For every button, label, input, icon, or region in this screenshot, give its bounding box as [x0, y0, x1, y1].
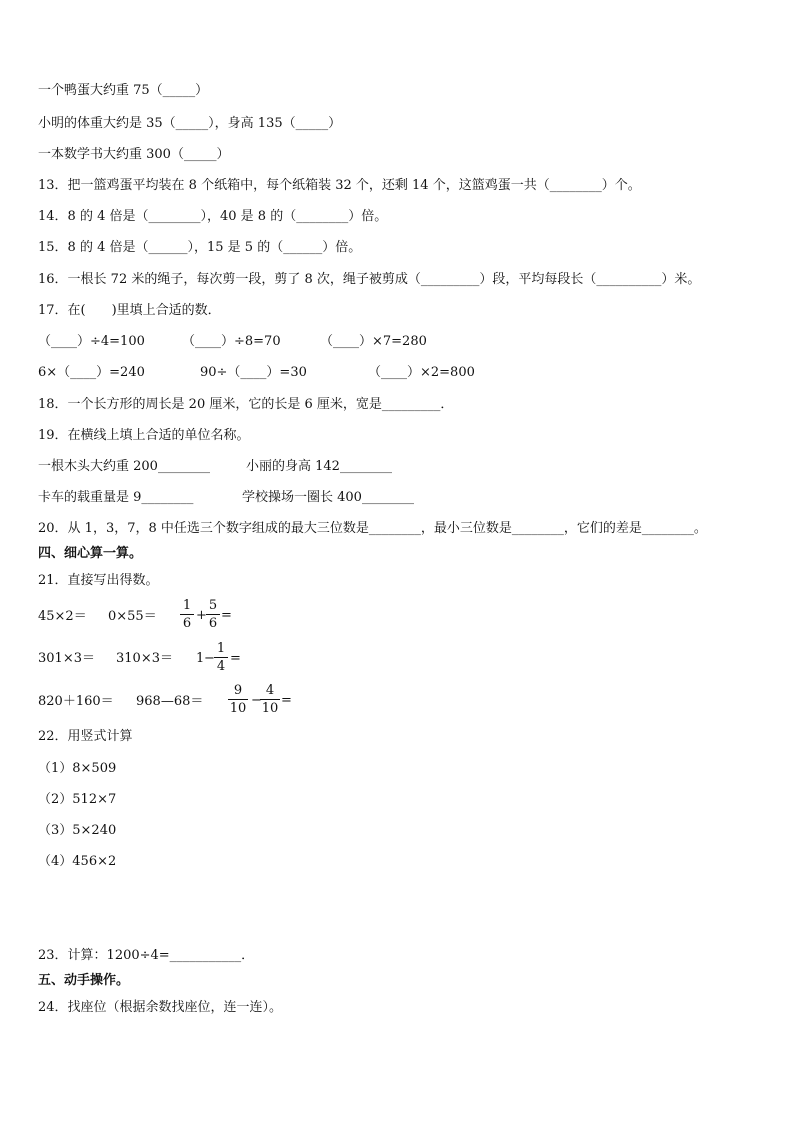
question-17: 17．在( )里填上合适的数．: [38, 303, 221, 318]
q19-item-c: 卡车的载重量是 9________: [38, 490, 194, 505]
section-4-heading: 四、细心算一算。: [38, 546, 143, 561]
question-15: 15．8 的 4 倍是（______），15 是 5 的（______）倍。: [38, 240, 362, 255]
plus-sign: +: [196, 608, 207, 623]
equals-sign: =: [230, 651, 241, 666]
q22-item-3: （3）5×240: [38, 823, 117, 838]
q21-item-f: 968—68＝: [136, 694, 204, 709]
q19-item-d: 学校操场一圈长 400________: [242, 490, 414, 505]
equals-sign: =: [281, 693, 292, 708]
question-21: 21．直接写出得数。: [38, 573, 159, 588]
q21-item-d: 310×3＝: [116, 651, 173, 666]
duck-egg-weight-line: 一个鸭蛋大约重 75（_____）: [38, 83, 209, 98]
q22-item-4: （4）456×2: [38, 854, 117, 869]
fraction-1-4: 1 4: [214, 641, 228, 674]
q17-item-c: （____）×7=280: [320, 334, 427, 349]
fraction-4-10: 4 10: [261, 683, 279, 716]
question-13: 13．把一篮鸡蛋平均装在 8 个纸箱中，每个纸箱装 32 个，还剩 14 个，这篮鸡蛋一共（________）个。: [38, 178, 641, 193]
q21-item-e: 820＋160＝: [38, 694, 114, 709]
section-5-heading: 五、动手操作。: [38, 973, 130, 988]
q22-item-2: （2）512×7: [38, 792, 117, 807]
question-24: 24．找座位（根据余数找座位，连一连）。: [38, 1000, 283, 1015]
minus-sign: −: [204, 651, 215, 666]
question-19: 19．在横线上填上合适的单位名称。: [38, 428, 250, 443]
q17-item-e: 90÷（____）=30: [200, 365, 307, 380]
question-16: 16．一根长 72 米的绳子，每次剪一段，剪了 8 次，绳子被剪成（_________）段，平均每段长（__________）米。: [38, 272, 701, 287]
q17-item-a: （____）÷4=100: [38, 334, 145, 349]
question-23: 23．计算：1200÷4=___________．: [38, 948, 255, 963]
question-18: 18．一个长方形的周长是 20 厘米，它的长是 6 厘米，宽是_________．: [38, 397, 454, 412]
question-14: 14．8 的 4 倍是（________），40 是 8 的（________）倍。: [38, 209, 388, 224]
q19-item-a: 一根木头大约重 200________: [38, 459, 210, 474]
fraction-1-6: 1 6: [180, 598, 194, 631]
q17-item-f: （____）×2=800: [368, 365, 475, 380]
q21-item-a: 45×2＝: [38, 609, 87, 624]
equals-sign: =: [221, 608, 232, 623]
math-book-weight-line: 一本数学书大约重 300（_____）: [38, 147, 230, 162]
question-22: 22．用竖式计算: [38, 729, 133, 744]
fraction-5-6: 5 6: [206, 598, 220, 631]
one-digit: 1: [196, 651, 205, 666]
question-20: 20．从 1，3，7，8 中任选三个数字组成的最大三位数是________，最小三位数是________，它们的差是________。: [38, 521, 707, 536]
q19-item-b: 小丽的身高 142________: [246, 459, 392, 474]
q17-item-d: 6×（____）=240: [38, 365, 145, 380]
q21-item-b: 0×55＝: [108, 609, 157, 624]
minus-sign: −: [251, 693, 262, 708]
fraction-9-10: 9 10: [229, 683, 247, 716]
q17-item-b: （____）÷8=70: [182, 334, 281, 349]
q21-item-c: 301×3＝: [38, 651, 95, 666]
xiaoming-weight-height-line: 小明的体重大约是 35（_____），身高 135（_____）: [38, 116, 342, 131]
q22-item-1: （1）8×509: [38, 761, 117, 776]
